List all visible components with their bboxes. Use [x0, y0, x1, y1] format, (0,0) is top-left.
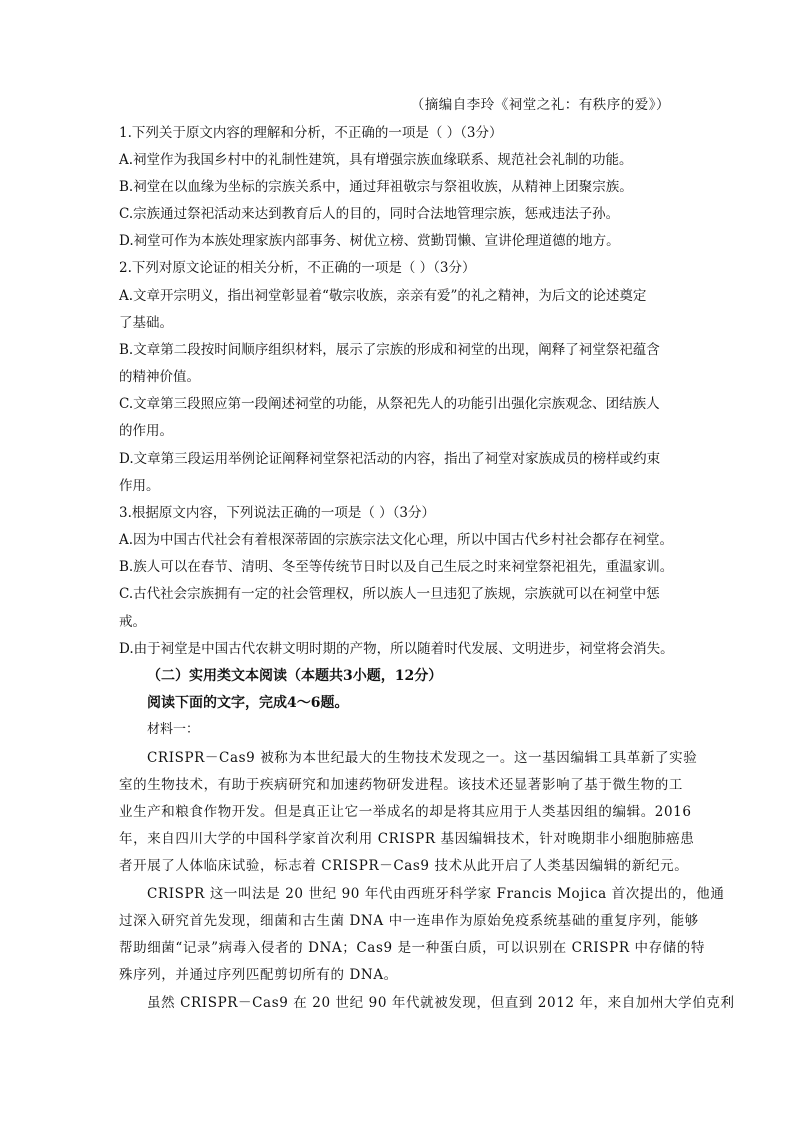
question-3-option-b: B.族人可以在春节、清明、冬至等传统节日时以及自己生辰之时来祠堂祭祀祖先，重温家训。: [119, 559, 674, 575]
question-2-option-d: D.文章第三段运用举例论证阐释祠堂祭祀活动的内容，指出了祠堂对家族成员的榜样或约束: [119, 451, 661, 467]
question-2-option-a-cont: 了基础。: [119, 315, 173, 331]
paragraph-line: 者开展了人体临床试验，标志着 CRISPR－Cas9 技术从此开启了人类基因编辑的新纪元。: [119, 858, 689, 874]
question-2-option-b: B.文章第二段按时间顺序组织材料，展示了宗族的形成和祠堂的出现，阐释了祠堂祭祀蕴含: [119, 342, 660, 358]
question-1-option-d: D.祠堂可作为本族处理家族内部事务、树优立榜、赏勤罚懒、宣讲伦理道德的地方。: [119, 233, 620, 249]
paragraph-line: 帮助细菌“记录”病毒入侵者的 DNA；Cas9 是一种蛋白质，可以识别在 CRISPR 中存储的特: [119, 940, 705, 956]
paragraph-line: 虽然 CRISPR－Cas9 在 20 世纪 90 年代就被发现，但直到 2012 年，来自加州大学伯克利: [147, 995, 735, 1011]
question-2-stem: 2.下列对原文论证的相关分析，不正确的一项是（ ）（3分）: [119, 260, 476, 276]
section-title: （二）实用类文本阅读（本题共3小题，12分）: [147, 668, 443, 684]
question-3-option-d: D.由于祠堂是中国古代农耕文明时期的产物，所以随着时代发展、文明进步，祠堂将会消失。: [119, 641, 674, 657]
paragraph-line: CRISPR－Cas9 被称为本世纪最大的生物技术发现之一。这一基因编辑工具革新了实验: [147, 750, 698, 766]
paragraph-line: 殊序列，并通过序列匹配剪切所有的 DNA。: [119, 967, 398, 983]
question-2-option-b-cont: 的精神价值。: [119, 369, 200, 385]
question-2-option-d-cont: 作用。: [119, 478, 160, 494]
question-3-option-c: C.古代社会宗族拥有一定的社会管理权，所以族人一旦违犯了族规，宗族就可以在祠堂中惩: [119, 586, 660, 602]
question-2-option-c: C.文章第三段照应第一段阐述祠堂的功能，从祭祀先人的功能引出强化宗族观念、团结族人: [119, 396, 660, 412]
question-1-option-b: B.祠堂在以血缘为坐标的宗族关系中，通过拜祖敬宗与祭祖收族，从精神上团聚宗族。: [119, 179, 633, 195]
question-3-option-a: A.因为中国古代社会有着根深蒂固的宗族宗法文化心理，所以中国古代乡村社会都存在祠堂。: [119, 532, 674, 548]
source-citation: （摘编自李玲《祠堂之礼：有秩序的爱》）: [410, 97, 670, 113]
question-2-option-c-cont: 的作用。: [119, 423, 173, 439]
paragraph-line: 年，来自四川大学的中国科学家首次利用 CRISPR 基因编辑技术，针对晚期非小细胞肺癌患: [119, 831, 695, 847]
paragraph-line: CRISPR 这一叫法是 20 世纪 90 年代由西班牙科学家 Francis Mojica 首次提出的，他通: [147, 886, 725, 902]
material-label: 材料一：: [147, 722, 200, 737]
question-2-option-a: A.文章开宗明义，指出祠堂彰显着“敬宗收族，亲亲有爱”的礼之精神，为后文的论述奠定: [119, 288, 647, 304]
paragraph-line: 过深入研究首先发现，细菌和古生菌 DNA 中一连串作为原始免疫系统基础的重复序列，能够: [119, 913, 699, 929]
question-3-option-c-cont: 戒。: [119, 614, 146, 630]
question-1-stem: 1.下列关于原文内容的理解和分析，不正确的一项是（ ）（3分）: [119, 125, 503, 141]
section-instruction: 阅读下面的文字，完成4～6题。: [147, 695, 349, 711]
question-3-stem: 3.根据原文内容，下列说法正确的一项是（ ）（3分）: [119, 505, 436, 521]
paragraph-line: 业生产和粮食作物开发。但是真正让它一举成名的却是将其应用于人类基因组的编辑。2016: [119, 804, 692, 820]
question-1-option-c: C.宗族通过祭祀活动来达到教育后人的目的，同时合法地管理宗族，惩戒违法子孙。: [119, 206, 620, 222]
paragraph-line: 室的生物技术，有助于疾病研究和加速药物研发进程。该技术还显著影响了基于微生物的工: [119, 777, 683, 793]
question-1-option-a: A.祠堂作为我国乡村中的礼制性建筑，具有增强宗族血缘联系、规范社会礼制的功能。: [119, 152, 633, 168]
